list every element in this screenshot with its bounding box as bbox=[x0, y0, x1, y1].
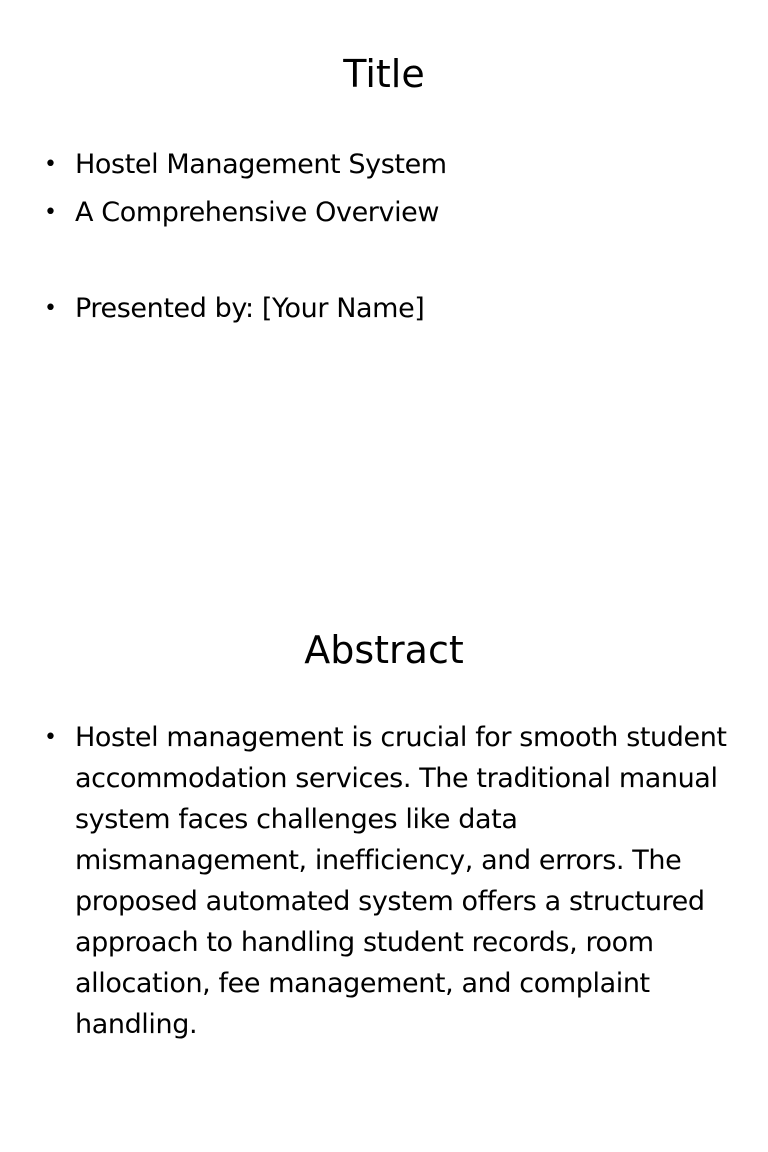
bullet-text: A Comprehensive Overview bbox=[75, 197, 440, 228]
bullet-list bbox=[44, 141, 734, 333]
bullet-icon: • bbox=[44, 725, 57, 750]
bullet-item bbox=[44, 189, 734, 237]
slide-heading: Title bbox=[343, 52, 425, 96]
bullet-item bbox=[44, 285, 734, 333]
bullet-spacer bbox=[44, 237, 734, 285]
bullet-icon: • bbox=[44, 200, 57, 225]
bullet-item bbox=[44, 717, 734, 1045]
bullet-text: Hostel Management System bbox=[75, 149, 447, 180]
slide-abstract bbox=[0, 576, 768, 1152]
bullet-icon: • bbox=[44, 296, 57, 321]
bullet-text: Hostel management is crucial for smooth student accommodation services. The traditional manual system faces challenges like data mismanagement, inefficiency, and errors. The proposed automated system offers a structured approach to handling student records, room allocation, fee management, and complaint handling. bbox=[75, 722, 727, 1040]
bullet-icon: • bbox=[44, 152, 57, 177]
slide-heading: Abstract bbox=[304, 628, 464, 672]
bullet-text: Presented by: [Your Name] bbox=[75, 293, 425, 324]
bullet-item bbox=[44, 141, 734, 189]
bullet-list bbox=[44, 717, 734, 1045]
